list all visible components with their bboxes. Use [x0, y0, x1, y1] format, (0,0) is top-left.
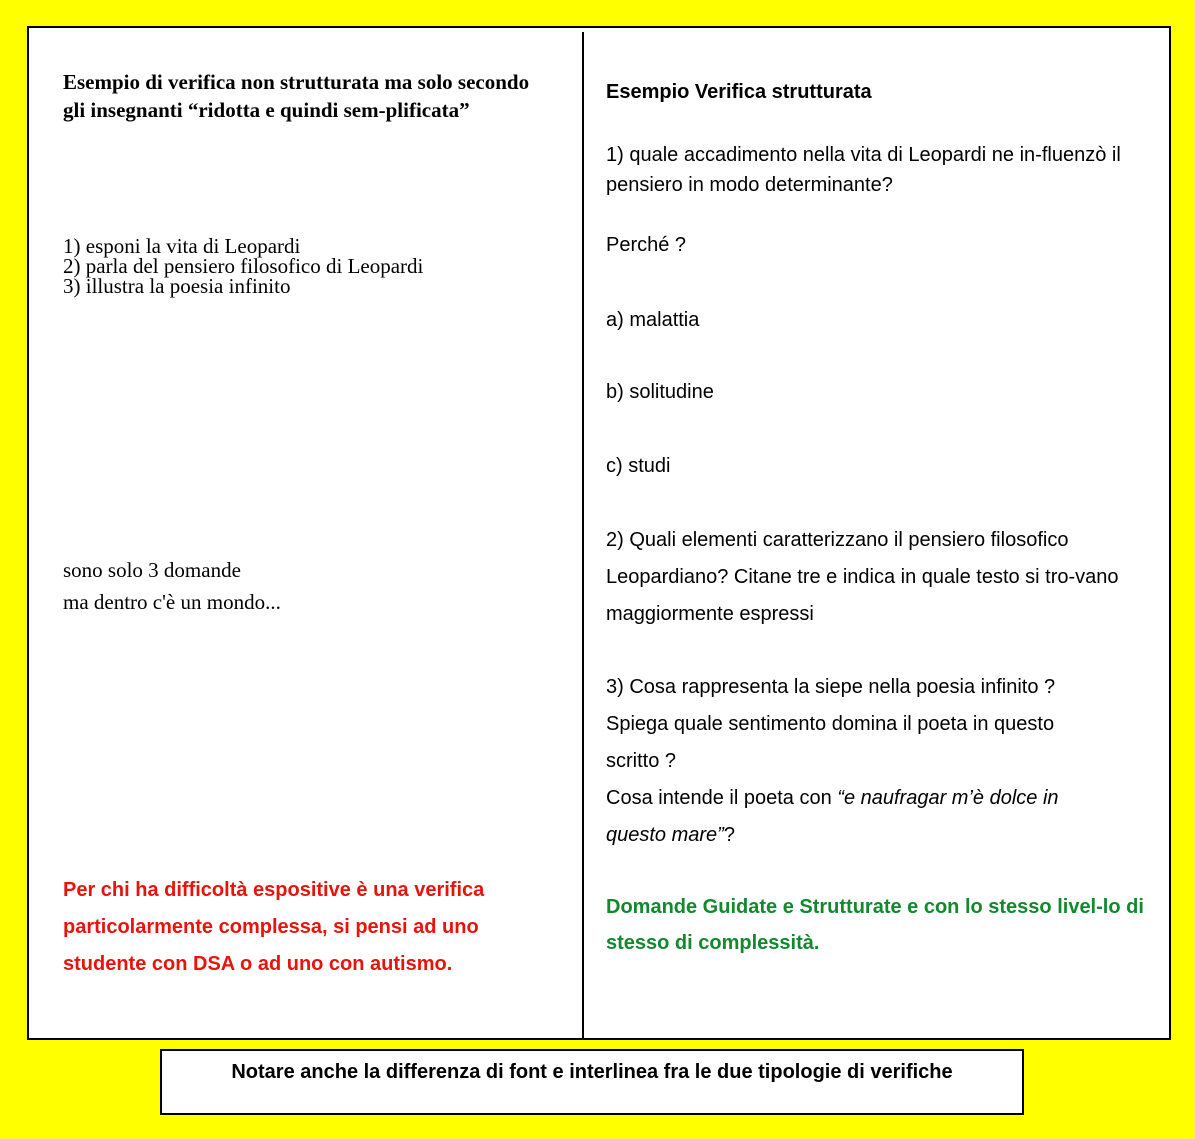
right-title: Esempio Verifica strutturata	[606, 81, 872, 103]
right-question-3-line-4	[606, 780, 1151, 817]
left-question-2: 2) parla del pensiero filosofico di Leopardi	[63, 254, 424, 278]
option-a: a) malattia	[606, 309, 700, 331]
quote-part-2: questo mare”	[606, 824, 724, 846]
right-question-1: 1) quale accadimento nella vita di Leopardi ne in-fluenzò il pensiero in modo determinante?	[606, 144, 1121, 196]
footer-note-box	[160, 1049, 1024, 1115]
left-note-line-1: sono solo 3 domande	[63, 558, 241, 582]
option-b: b) solitudine	[606, 381, 714, 403]
right-question-2: 2) Quali elementi caratterizzano il pensiero filosofico Leopardiano? Citane tre e indica in quale testo si tro-vano maggiormente espressi	[606, 529, 1119, 625]
right-question-1-followup: Perché ?	[606, 234, 687, 256]
footer-note-text: Notare anche la differenza di font e interlinea fra le due tipologie di verifiche	[231, 1061, 953, 1083]
left-note	[63, 554, 543, 618]
left-red-note: Per chi ha difficoltà espositive è una verifica particolarmente complessa, si pensi ad uno studente con DSA o ad uno con autismo.	[63, 879, 485, 975]
right-question-3-line-1: 3) Cosa rappresenta la siepe nella poesia infinito ?	[606, 676, 1056, 698]
right-question-3-prefix: Cosa intende il poeta con	[606, 787, 838, 809]
column-divider	[582, 32, 584, 1038]
option-c: c) studi	[606, 455, 671, 477]
quote-part-1: “e naufragar m’è dolce in	[837, 787, 1059, 809]
right-question-3-line-2: Spiega quale sentimento domina il poeta in questo	[606, 713, 1055, 735]
comparison-panel	[27, 26, 1171, 1040]
left-note-line-2: ma dentro c'è un mondo...	[63, 590, 281, 614]
right-question-3-line-3: scritto ?	[606, 750, 677, 772]
right-question-3	[606, 669, 1151, 854]
question-mark: ?	[723, 824, 735, 846]
left-title: Esempio di verifica non strutturata ma solo secondo gli insegnanti “ridotta e quindi sem-plificata”	[63, 70, 530, 122]
right-green-note: Domande Guidate e Strutturate e con lo stesso livel-lo di stesso di complessità.	[606, 896, 1144, 954]
left-question-1: 1) esponi la vita di Leopardi	[63, 234, 301, 258]
left-question-3: 3) illustra la poesia infinito	[63, 274, 291, 298]
right-question-3-line-5	[606, 817, 1151, 854]
left-question-list	[63, 236, 543, 296]
